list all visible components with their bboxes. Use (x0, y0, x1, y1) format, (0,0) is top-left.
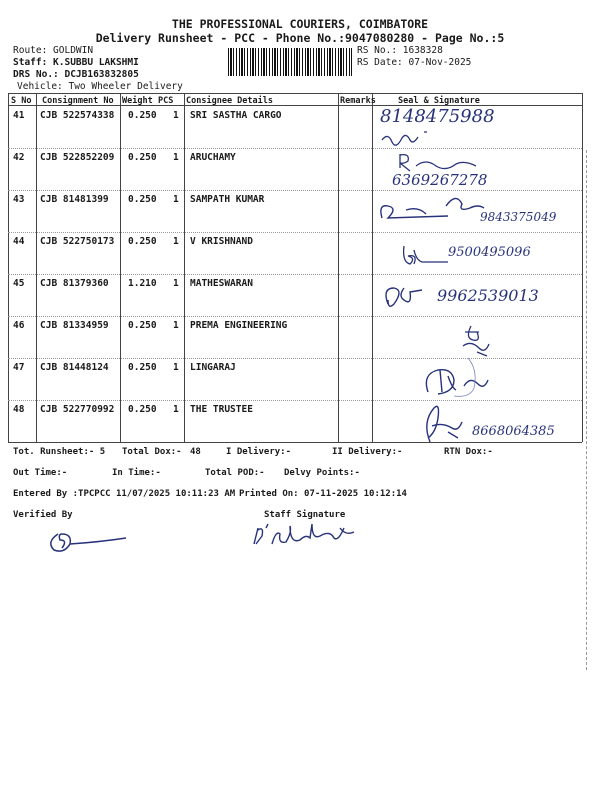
col-divider (184, 93, 185, 442)
row-pcs: 1 (173, 404, 179, 415)
row-pcs: 1 (173, 362, 179, 373)
route-label: Route: GOLDWIN (13, 45, 94, 56)
signature-scribble (400, 242, 450, 268)
row-sno: 41 (13, 110, 25, 121)
signature-scribble (398, 152, 488, 174)
table-bottom-border (8, 442, 582, 443)
tot-runsheet: Tot. Runsheet:- 5 (13, 447, 106, 457)
signature-scribble (382, 284, 432, 310)
handwritten-phone: 6369267278 (392, 171, 488, 189)
row-pcs: 1 (173, 152, 179, 163)
col-divider (338, 93, 339, 442)
signature-scribble (418, 402, 478, 446)
row-consignment: CJB 522770992 (40, 404, 115, 415)
row-consignment: CJB 522852209 (40, 152, 115, 163)
staff-signature-label: Staff Signature (264, 510, 346, 520)
row-weight: 0.250 (128, 110, 157, 121)
row-sno: 43 (13, 194, 25, 205)
handwritten-phone: 8668064385 (472, 424, 555, 439)
handwritten-phone: 9962539013 (437, 286, 539, 305)
col-header-consignment: Consignment No (42, 96, 114, 106)
row-weight: 0.250 (128, 236, 157, 247)
row-sno: 45 (13, 278, 25, 289)
handwritten-phone: 8148475988 (380, 106, 495, 127)
rs-date: RS Date: 07-Nov-2025 (357, 57, 472, 68)
col-header-remarks: Remarks (340, 96, 376, 106)
row-consignee: MATHESWARAN (190, 278, 253, 289)
col-divider (36, 93, 37, 442)
verified-by-label: Verified By (13, 510, 73, 520)
row-consignee: SAMPATH KUMAR (190, 194, 265, 205)
col-header-seal-signature: Seal & Signature (398, 96, 480, 106)
row-divider (8, 316, 582, 317)
out-time: Out Time:- (13, 468, 68, 478)
col-divider (120, 93, 121, 442)
table-top-border (8, 93, 582, 94)
row-consignee: SRI SASTHA CARGO (190, 110, 282, 121)
row-weight: 0.250 (128, 152, 157, 163)
total-dox-label: Total Dox:- (122, 447, 182, 457)
col-header-weight: Weight (122, 96, 153, 106)
barcode (228, 48, 352, 76)
printed-on: Printed On: 07-11-2025 10:12:14 (239, 489, 407, 499)
col-header-sno: S No (11, 96, 32, 106)
signature-scribble (380, 128, 440, 148)
row-consignment: CJB 81448124 (40, 362, 109, 373)
staff-label: Staff: K.SUBBU LAKSHMI (13, 57, 139, 68)
signature-scribble (455, 322, 495, 358)
row-consignment: CJB 81481399 (40, 194, 109, 205)
row-sno: 42 (13, 152, 25, 163)
i-delivery: I Delivery:- (226, 447, 292, 457)
scan-edge (586, 150, 588, 670)
handwritten-phone: 9843375049 (480, 210, 557, 224)
row-divider (8, 190, 582, 191)
col-header-pcs: PCS (158, 96, 174, 106)
row-consignee: ARUCHAMY (190, 152, 236, 163)
row-divider (8, 148, 582, 149)
total-pod: Total POD:- (205, 468, 265, 478)
ii-delivery: II Delivery:- (332, 447, 403, 457)
rtn-dox: RTN Dox:- (444, 447, 493, 457)
row-weight: 0.250 (128, 320, 157, 331)
in-time: In Time:- (112, 468, 161, 478)
row-weight: 0.250 (128, 404, 157, 415)
row-sno: 44 (13, 236, 25, 247)
row-divider (8, 400, 582, 401)
staff-signature-scribble (250, 520, 360, 550)
entered-by: Entered By :TPCPCC 11/07/2025 10:11:23 AM (13, 489, 236, 499)
row-consignee: V KRISHNAND (190, 236, 253, 247)
verifier-signature (48, 530, 138, 554)
row-pcs: 1 (173, 110, 179, 121)
row-sno: 46 (13, 320, 25, 331)
row-consignment: CJB 522574338 (40, 110, 115, 121)
row-weight: 0.250 (128, 362, 157, 373)
delvy-points: Delvy Points:- (284, 468, 360, 478)
row-weight: 0.250 (128, 194, 157, 205)
row-divider (8, 232, 582, 233)
row-pcs: 1 (173, 194, 179, 205)
handwritten-phone: 9500495096 (448, 245, 531, 260)
signature-scribble (420, 356, 500, 400)
row-pcs: 1 (173, 278, 179, 289)
vehicle-label: Vehicle: Two Wheeler Delivery (17, 81, 183, 92)
col-divider (8, 93, 9, 442)
row-weight: 1.210 (128, 278, 157, 289)
row-consignee: PREMA ENGINEERING (190, 320, 288, 331)
row-pcs: 1 (173, 320, 179, 331)
col-divider (372, 93, 373, 442)
col-header-consignee: Consignee Details (186, 96, 273, 106)
signature-scribble (376, 196, 486, 222)
drs-label: DRS No.: DCJB163832805 (13, 69, 139, 80)
row-consignment: CJB 81334959 (40, 320, 109, 331)
col-divider (582, 93, 583, 442)
total-dox-value: 48 (190, 447, 201, 457)
runsheet-subtitle: Delivery Runsheet - PCC - Phone No.:9047080280 - Page No.:5 (95, 31, 505, 45)
row-pcs: 1 (173, 236, 179, 247)
row-sno: 48 (13, 404, 25, 415)
rs-number: RS No.: 1638328 (357, 45, 443, 56)
row-consignment: CJB 81379360 (40, 278, 109, 289)
row-sno: 47 (13, 362, 25, 373)
row-consignment: CJB 522750173 (40, 236, 115, 247)
row-consignee: LINGARAJ (190, 362, 236, 373)
row-divider (8, 274, 582, 275)
row-consignee: THE TRUSTEE (190, 404, 253, 415)
company-title: THE PROFESSIONAL COURIERS, COIMBATORE (171, 17, 429, 31)
